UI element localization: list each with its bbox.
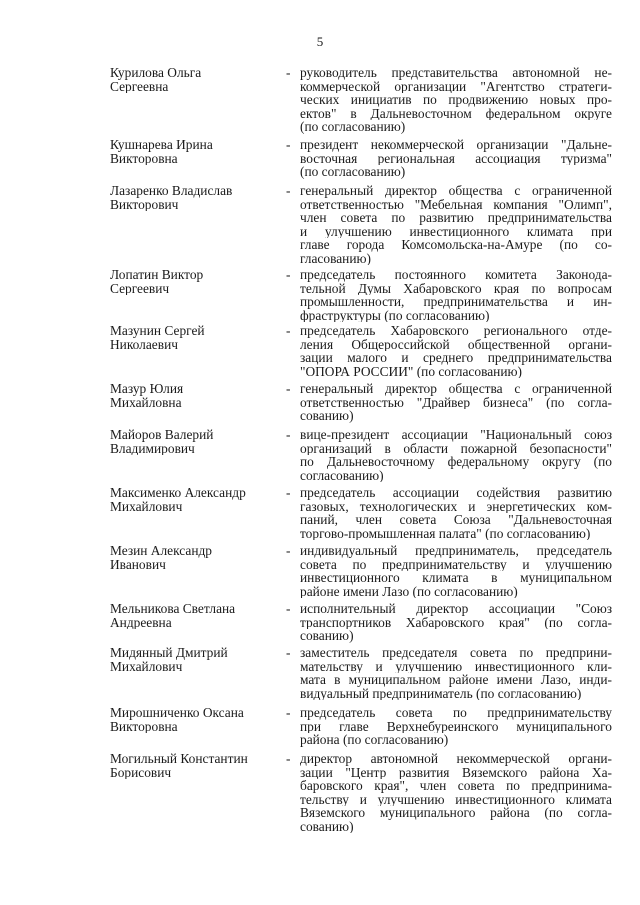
page-number: 5: [316, 34, 324, 49]
member-position: [300, 382, 612, 423]
member-position: [300, 268, 612, 322]
member-name: [110, 486, 280, 513]
member-name: [110, 382, 280, 409]
member-position-line: главе города Комсомольска-на-Амуре (по со-: [300, 238, 612, 252]
member-name: [110, 752, 280, 779]
member-name-line: Викторовна: [110, 151, 178, 165]
member-name-line: Майоров Валерий: [110, 428, 214, 442]
entry-dash: -: [286, 751, 291, 766]
member-position-line: при главе Верхнебуреинского муниципального: [300, 719, 612, 733]
member-name-line: Курилова Ольга: [110, 66, 202, 80]
member-position: [300, 486, 612, 540]
member-name-line: Кушнарева Ирина: [110, 138, 213, 152]
member-position-line: тельству и улучшению инвестиционного климата: [300, 792, 612, 806]
member-position-line: сованию): [300, 629, 354, 643]
member-position-line: исполнительный директор ассоциации "Союз: [300, 602, 612, 616]
member-name-line: Мельникова Светлана: [110, 602, 236, 616]
member-position-line: паний, член совета Союза "Дальневосточная: [300, 513, 612, 527]
entry-dash: -: [286, 645, 291, 660]
entry-dash: -: [286, 485, 291, 500]
member-name-line: Лопатин Виктор: [110, 268, 204, 282]
member-position-line: заместитель председателя совета по предприни-: [300, 646, 612, 660]
member-name-line: Мазунин Сергей: [110, 324, 205, 338]
member-name-line: Владимирович: [110, 441, 195, 455]
member-name-line: Максименко Александр: [110, 486, 246, 500]
member-position: [300, 184, 612, 265]
member-name: [110, 602, 280, 629]
member-name-line: Мирошниченко Оксана: [110, 706, 244, 720]
member-name: [110, 646, 280, 673]
member-position-line: гласованию): [300, 251, 371, 265]
member-name-line: Мезин Александр: [110, 544, 212, 558]
entry-dash: -: [286, 705, 291, 720]
member-name-line: Мидянный Дмитрий: [110, 646, 228, 660]
member-name-line: Николаевич: [110, 337, 178, 351]
member-position-line: и улучшению инвестиционного климата при: [300, 224, 612, 238]
member-position-line: индивидуальный предприниматель, председатель: [300, 544, 612, 558]
member-name: [110, 268, 280, 295]
member-position-line: торгово-промышленная палата" (по согласованию): [300, 526, 591, 540]
member-position-line: совета по предпринимательству и улучшению: [300, 557, 612, 571]
member-name-line: Могильный Константин: [110, 752, 248, 766]
member-position-line: председатель ассоциации содействия развитию: [300, 486, 612, 500]
member-name-line: Михайловна: [110, 395, 182, 409]
member-name-line: Сергеевич: [110, 281, 170, 295]
member-position-line: видуальный предприниматель (по согласованию): [300, 686, 582, 700]
member-position-line: мательству и улучшению инвестиционного кли-: [300, 659, 612, 673]
member-position-line: (по согласованию): [300, 165, 406, 179]
member-position-line: организаций в области пожарной безопасности": [300, 441, 612, 455]
entry-dash: -: [286, 323, 291, 338]
member-position-line: района (по согласованию): [300, 733, 449, 747]
member-position-line: ления Общероссийской общественной органи-: [300, 337, 612, 351]
member-position-line: ектов" в Дальневосточном федеральном округе: [300, 106, 612, 120]
member-position-line: фраструктуры (по согласованию): [300, 308, 490, 322]
member-position: [300, 752, 612, 833]
member-position-line: ответственностью "Мебельная компания "Олимп",: [300, 197, 612, 211]
member-position-line: транспортников Хабаровского края" (по согла-: [300, 615, 612, 629]
member-name-line: Лазаренко Владислав: [110, 184, 233, 198]
member-position-line: председатель постоянного комитета Законода-: [300, 268, 612, 282]
member-position-line: генеральный директор общества с ограниченной: [300, 184, 612, 198]
member-name-line: Михайлович: [110, 659, 183, 673]
member-name-line: Иванович: [110, 557, 166, 571]
member-position: [300, 544, 612, 598]
member-name-line: Мазур Юлия: [110, 382, 184, 396]
member-name: [110, 324, 280, 351]
member-position-line: Вяземского муниципального района (по согла-: [300, 806, 612, 820]
member-name-line: Сергеевна: [110, 79, 169, 93]
member-name-line: Андреевна: [110, 615, 172, 629]
member-position-line: зации малого и среднего предпринимательства: [300, 351, 612, 365]
member-name: [110, 66, 280, 93]
entry-dash: -: [286, 381, 291, 396]
member-position: [300, 324, 612, 378]
member-position-line: директор автономной некоммерческой органи-: [300, 752, 612, 766]
member-position-line: инвестиционного климата в муниципальном: [300, 571, 612, 585]
member-name-line: Михайлович: [110, 499, 183, 513]
member-position-line: зации "Центр развития Вяземского района Ха-: [300, 765, 612, 779]
member-position: [300, 66, 612, 134]
member-position-line: коммерческой организации "Агентство стратеги-: [300, 79, 612, 93]
member-position: [300, 706, 612, 747]
member-position-line: ответственностью "Драйвер бизнеса" (по согла-: [300, 395, 612, 409]
member-position-line: сованию): [300, 409, 354, 423]
entry-dash: -: [286, 267, 291, 282]
member-position-line: сованию): [300, 819, 354, 833]
member-name-line: Викторович: [110, 197, 179, 211]
member-position: [300, 138, 612, 179]
member-position-line: промышленности, предпринимательства и ин-: [300, 295, 612, 309]
member-position-line: руководитель представительства автономной не-: [300, 66, 612, 80]
member-position-line: согласованию): [300, 468, 384, 482]
member-position-line: (по согласованию): [300, 120, 406, 134]
member-name-line: Борисович: [110, 765, 172, 779]
entry-dash: -: [286, 543, 291, 558]
member-position-line: член совета по развитию предпринимательства: [300, 211, 612, 225]
entry-dash: -: [286, 601, 291, 616]
member-position-line: "ОПОРА РОССИИ" (по согласованию): [300, 364, 522, 378]
entry-dash: -: [286, 65, 291, 80]
member-position-line: газовых, технологических и энергетических ком-: [300, 499, 612, 513]
member-position-line: районе имени Лазо (по согласованию): [300, 584, 518, 598]
entry-dash: -: [286, 427, 291, 442]
entry-dash: -: [286, 183, 291, 198]
member-name: [110, 428, 280, 455]
member-position-line: восточная региональная ассоциация туризма": [300, 151, 612, 165]
entry-dash: -: [286, 137, 291, 152]
member-position: [300, 646, 612, 700]
member-position-line: вице-президент ассоциации "Национальный союз: [300, 428, 612, 442]
member-position-line: председатель совета по предпринимательству: [300, 706, 612, 720]
member-position-line: президент некоммерческой организации "Дальне-: [300, 138, 612, 152]
member-name: [110, 544, 280, 571]
member-position-line: мата в муниципальном районе имени Лазо, инди-: [300, 673, 612, 687]
member-position-line: генеральный директор общества с ограниченной: [300, 382, 612, 396]
member-name: [110, 138, 280, 165]
member-position: [300, 428, 612, 482]
member-position-line: по Дальневосточному федеральному округу (по: [300, 455, 612, 469]
member-position-line: тельной Думы Хабаровского края по вопросам: [300, 281, 612, 295]
member-name: [110, 184, 280, 211]
member-position-line: баровского края", член совета по предпринима-: [300, 779, 612, 793]
member-position-line: ческих инициатив по продвижению новых про-: [300, 93, 612, 107]
member-position-line: председатель Хабаровского регионального отде-: [300, 324, 612, 338]
member-position: [300, 602, 612, 643]
member-name: [110, 706, 280, 733]
member-name-line: Викторовна: [110, 719, 178, 733]
